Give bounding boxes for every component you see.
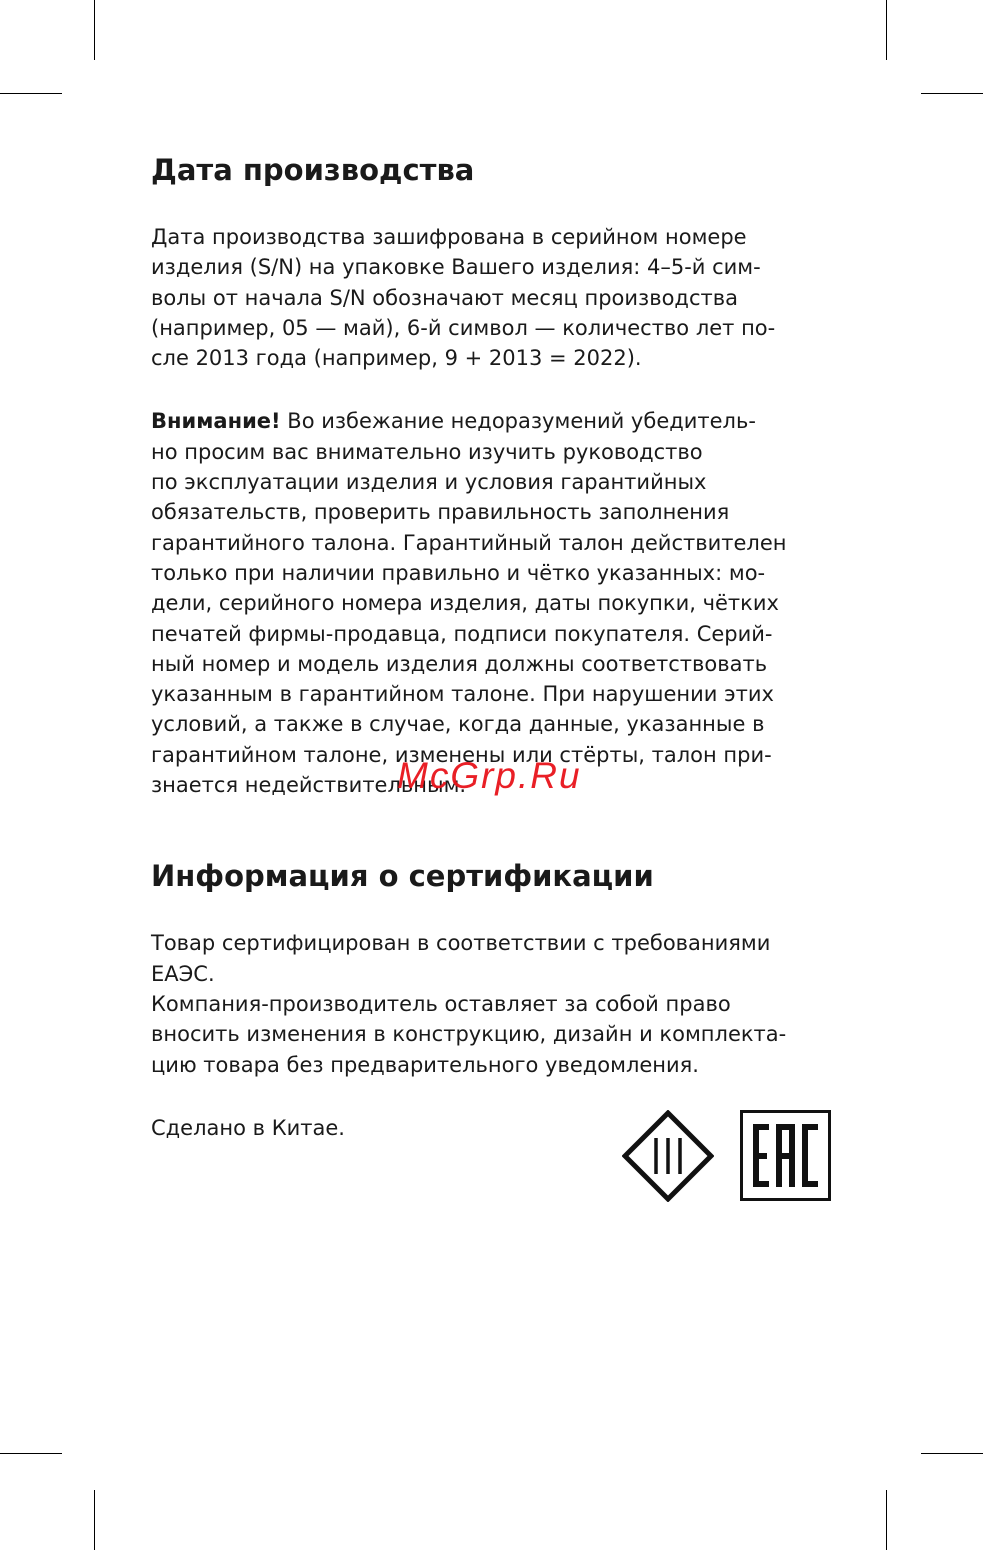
crop-mark <box>886 1490 887 1550</box>
text-line: дели, серийного номера изделия, даты покупки, чётких <box>151 591 779 616</box>
text-line: изделия (S/N) на упаковке Вашего изделия: 4–5-й сим- <box>151 255 761 280</box>
crop-mark <box>94 0 95 60</box>
crop-mark <box>886 0 887 60</box>
text-line: ЕАЭС. <box>151 961 215 986</box>
text-line: знается недействительным. <box>151 773 467 798</box>
production-date-paragraph <box>151 222 831 373</box>
text-line: условий, а также в случае, когда данные, указанные в <box>151 712 765 737</box>
crop-mark <box>94 1490 95 1550</box>
text-line: сле 2013 года (например, 9 + 2013 = 2022). <box>151 346 642 371</box>
certification-marks <box>622 1110 832 1202</box>
certification-paragraph <box>151 928 831 1079</box>
text-line: по эксплуатации изделия и условия гарантийных <box>151 470 707 495</box>
text-line: гарантийного талона. Гарантийный талон действителен <box>151 530 787 555</box>
crop-mark <box>0 1453 62 1454</box>
text-line <box>151 406 831 436</box>
text-line: Дата производства зашифрована в серийном номере <box>151 225 747 249</box>
page-content <box>151 150 831 1143</box>
text-line: ный номер и модель изделия должны соответствовать <box>151 651 768 676</box>
crop-mark <box>0 93 62 94</box>
text-line: только при наличии правильно и чётко указанных: мо- <box>151 560 766 585</box>
crop-mark <box>921 93 983 94</box>
warning-label: Внимание! <box>151 409 281 434</box>
text-line: (например, 05 — май), 6-й символ — количество лет по- <box>151 315 776 340</box>
certification-heading: Информация о сертификации <box>151 859 654 894</box>
text-line: но просим вас внимательно изучить руководство <box>151 439 703 464</box>
text-line: гарантийном талоне, изменены или стёрты, талон при- <box>151 742 772 767</box>
text-line: указанным в гарантийном талоне. При нарушении этих <box>151 682 774 707</box>
text-line: обязательств, проверить правильность заполнения <box>151 500 730 525</box>
eac-mark-icon <box>740 1110 831 1201</box>
watermark: McGrp.Ru <box>397 755 582 796</box>
text-line: цию товара без предварительного уведомления. <box>151 1052 699 1077</box>
text-line: Компания-производитель оставляет за собой право <box>151 991 731 1016</box>
text-line: волы от начала S/N обозначают месяц производства <box>151 285 738 310</box>
text-line: печатей фирмы-продавца, подписи покупателя. Серий- <box>151 621 773 646</box>
text-line: Товар сертифицирован в соответствии с требованиями <box>151 931 771 956</box>
text-line: вносить изменения в конструкцию, дизайн и комплекта- <box>151 1022 787 1047</box>
electrical-protection-class-III-icon <box>622 1110 714 1202</box>
production-date-heading: Дата производства <box>151 153 475 187</box>
crop-mark <box>921 1453 983 1454</box>
made-in-text: Сделано в Китае. <box>151 1115 345 1140</box>
warning-paragraph <box>151 406 831 800</box>
warning-first-line: Во избежание недоразумений убедитель- <box>280 409 756 434</box>
